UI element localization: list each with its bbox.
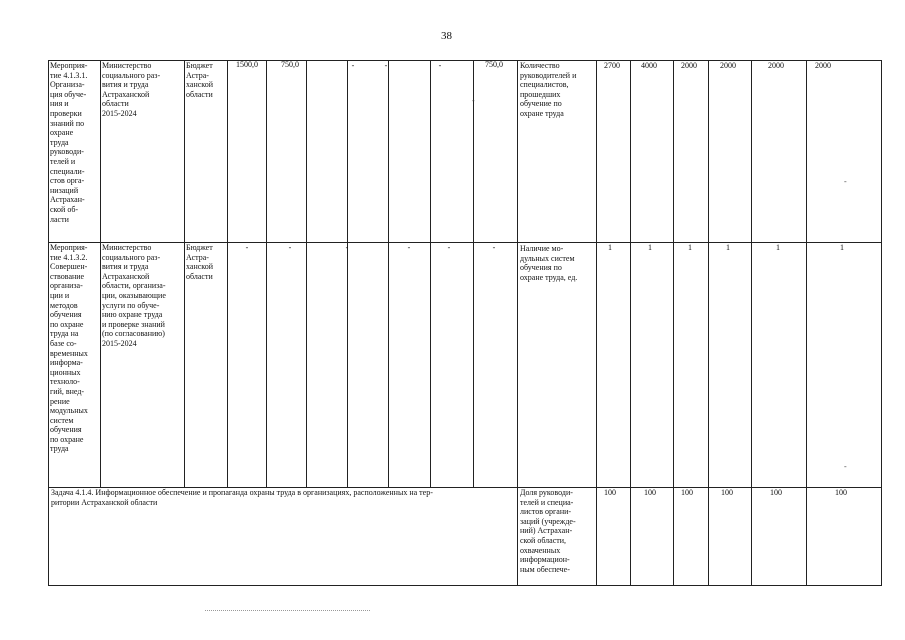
col-border [347, 60, 348, 487]
program-table [48, 60, 882, 586]
finance-cell: 750,0 [281, 60, 299, 69]
value-cell: 100 [721, 488, 733, 497]
col-border [48, 60, 49, 586]
indicator-cell: Количество руководителей и специалистов, прошедших обучение по охране труда [520, 61, 577, 118]
table-bottom-border [48, 585, 882, 586]
indicator-cell: Доля руководи- телей и специа- листов органи- заций (учрежде- ний) Астрахан- ской области, охваченных информацион- ным обеспече- [520, 488, 576, 574]
finance-cell: 1500,0 [236, 60, 258, 69]
col-border [184, 60, 185, 487]
col-border [306, 60, 307, 487]
value-cell: 2000 [681, 61, 697, 70]
activity-cell: Мероприя- тие 4.1.3.1. Организа- ция обуче- ния и проверки знаний по охране труда руководи- телей и специали- стов орга- низаций Астрахан- ской об- ласти [50, 61, 88, 224]
page-number: 38 [441, 30, 452, 42]
value-cell: 100 [770, 488, 782, 497]
executor-cell: Министерство социального раз- вития и труда Астраханской области, организа- ции, оказывающие услуги по обуче- нию охране труда и проверке знаний (по согласованию) 2015-2024 [102, 243, 166, 348]
scan-noise-line [205, 610, 370, 611]
value-cell: 100 [604, 488, 616, 497]
value-cell: 1 [608, 243, 612, 252]
funding-source-cell: Бюджет Астра- ханской области [186, 243, 214, 281]
finance-cell: - [492, 243, 496, 252]
finance-cell: - [345, 243, 349, 252]
task-title: Задача 4.1.4. Информационное обеспечение и пропаганда охраны труда в организациях, расположенных на тер- ритории Астраханской области [51, 488, 433, 507]
value-cell: 2700 [604, 61, 620, 70]
col-border [473, 60, 474, 487]
stray-dash: - [844, 462, 847, 471]
col-border [388, 60, 389, 487]
col-border [673, 60, 674, 586]
finance-cell: - [351, 61, 355, 70]
col-border [806, 60, 807, 586]
funding-source-cell: Бюджет Астра- ханской области [186, 61, 214, 99]
finance-cell: - [288, 243, 292, 252]
finance-cell: 750,0 [485, 60, 503, 69]
col-border [227, 60, 228, 487]
col-border [430, 60, 431, 487]
stray-dash: - [844, 177, 847, 186]
finance-cell: - [438, 61, 442, 70]
value-cell: 4000 [641, 61, 657, 70]
activity-cell: Мероприя- тие 4.1.3.2. Совершен- ствование организа- ции и методов обучения по охране труда на базе со- временных информа- ционных техноло- гий, внед- рение модульных систем обучения по охране труда [50, 243, 88, 454]
indicator-cell: Наличие мо- дульных систем обучения по охране труда, ед. [520, 244, 578, 282]
value-cell: 100 [835, 488, 847, 497]
value-cell: 1 [726, 243, 730, 252]
finance-cell: - [447, 243, 451, 252]
col-border [708, 60, 709, 586]
value-cell: 100 [681, 488, 693, 497]
col-border [517, 60, 518, 586]
stray-dash: - [472, 96, 475, 105]
col-border [751, 60, 752, 586]
finance-cell: - [407, 243, 411, 252]
executor-cell: Министерство социального раз- вития и труда Астраханской области 2015-2024 [102, 61, 161, 118]
value-cell: 2000 [720, 61, 736, 70]
col-border [881, 60, 882, 586]
col-border [100, 60, 101, 487]
value-cell: 1 [688, 243, 692, 252]
value-cell: 100 [644, 488, 656, 497]
col-border [266, 60, 267, 487]
col-border [630, 60, 631, 586]
value-cell: 1 [840, 243, 844, 252]
value-cell: 2000 [815, 61, 831, 70]
col-border [596, 60, 597, 586]
finance-cell: - [384, 61, 388, 70]
finance-cell: - [245, 243, 249, 252]
value-cell: 1 [648, 243, 652, 252]
value-cell: 1 [776, 243, 780, 252]
value-cell: 2000 [768, 61, 784, 70]
